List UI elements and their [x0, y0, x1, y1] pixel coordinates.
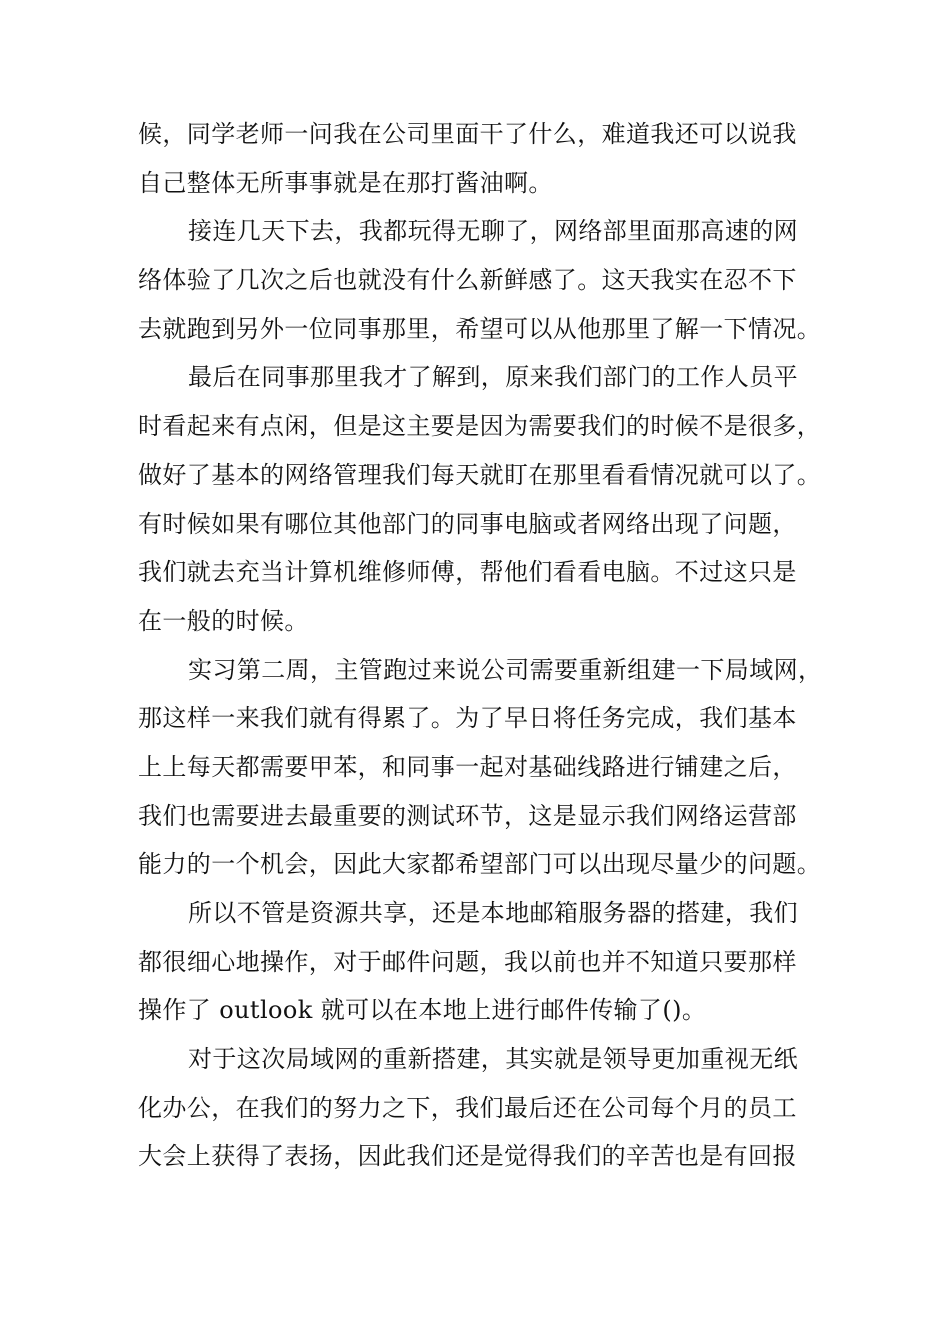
text-line: 络体验了几次之后也就没有什么新鲜感了。这天我实在忍不下 — [138, 266, 797, 295]
paragraph-first-line: 对于这次局域网的重新搭建，其实就是领导更加重视无纸 — [188, 1045, 798, 1074]
text-line: 那这样一来我们就有得累了。为了早日将任务完成，我们基本 — [138, 704, 797, 733]
paragraph-first-line: 接连几天下去，我都玩得无聊了，网络部里面那高速的网 — [188, 217, 798, 246]
document-page — [138, 110, 838, 1181]
text-line: 化办公，在我们的努力之下，我们最后还在公司每个月的员工 — [138, 1093, 797, 1122]
text-line: 在一般的时候。 — [138, 606, 309, 635]
text-line: 有时候如果有哪位其他部门的同事电脑或者网络出现了问题， — [138, 509, 797, 538]
text-line: 大会上获得了表扬，因此我们还是觉得我们的辛苦也是有回报 — [138, 1142, 797, 1171]
text-line: 都很细心地操作，对于邮件问题，我以前也并不知道只要那样 — [138, 947, 797, 976]
text-line: 时看起来有点闲，但是这主要是因为需要我们的时候不是很多， — [138, 412, 822, 441]
paragraph-first-line: 最后在同事那里我才了解到，原来我们部门的工作人员平 — [188, 363, 798, 392]
paragraph-first-line: 所以不管是资源共享，还是本地邮箱服务器的搭建，我们 — [188, 899, 798, 927]
text-line: 自己整体无所事事就是在那打酱油啊。 — [138, 168, 553, 197]
text-line: 操作了 outlook 就可以在本地上进行邮件传输了()。 — [138, 996, 707, 1025]
text-line: 上上每天都需要甲苯，和同事一起对基础线路进行铺建之后， — [138, 752, 797, 781]
text-line: 候，同学老师一问我在公司里面干了什么，难道我还可以说我 — [138, 120, 797, 148]
text-line: 做好了基本的网络管理我们每天就盯在那里看看情况就可以了。 — [138, 460, 822, 489]
text-line: 去就跑到另外一位同事那里，希望可以从他那里了解一下情况。 — [138, 314, 822, 343]
paragraph-first-line: 实习第二周，主管跑过来说公司需要重新组建一下局域网， — [188, 655, 823, 684]
text-line: 我们就去充当计算机维修师傅，帮他们看看电脑。不过这只是 — [138, 558, 797, 587]
text-line: 能力的一个机会，因此大家都希望部门可以出现尽量少的问题。 — [138, 850, 822, 879]
text-line: 我们也需要进去最重要的测试环节，这是显示我们网络运营部 — [138, 801, 797, 830]
